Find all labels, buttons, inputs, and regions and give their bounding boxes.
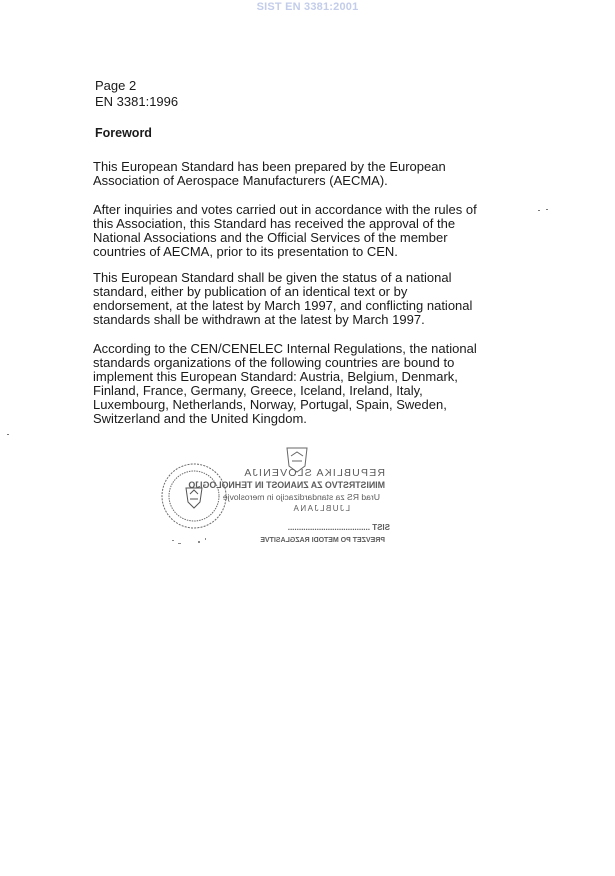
text-line: endorsement, at the latest by March 1997, and conflicting national (93, 298, 473, 313)
paragraph-national-status (93, 271, 533, 327)
paragraph-cen-regulations (93, 342, 533, 426)
text-line: Association of Aerospace Manufacturers (AECMA). (93, 173, 388, 188)
text-line: According to the CEN/CENELEC Internal Regulations, the national (93, 341, 477, 356)
stamp-line-2: MINISTRSTVO ZA ZNANOST IN TEHNOLOGIJO (188, 480, 385, 490)
stamp-line-5: SIST ..................................... (287, 523, 390, 532)
stamp-line-1: REPUBLIKA SLOVENIJA (243, 467, 385, 479)
text-line: this Association, this Standard has received the approval of the (93, 216, 456, 231)
document-watermark: SIST EN 3381:2001 (256, 1, 359, 13)
text-line: Finland, France, Germany, Greece, Iceland, Ireland, Italy, (93, 383, 423, 398)
page-header (95, 78, 178, 110)
scan-speck (546, 209, 548, 210)
text-line: This European Standard shall be given the status of a national (93, 270, 452, 285)
stamp-line-3: Urad RS za standardizacijo in meroslovje (222, 492, 380, 502)
scan-speck (538, 210, 540, 211)
scan-speck (7, 434, 9, 435)
text-line: After inquiries and votes carried out in accordance with the rules of (93, 202, 477, 217)
stamp-line-4: LJUBLJANA (292, 504, 350, 513)
text-line: standards organizations of the following countries are bound to (93, 355, 455, 370)
text-line: This European Standard has been prepared by the European (93, 159, 446, 174)
text-line: Switzerland and the United Kingdom. (93, 411, 307, 426)
page-number: Page 2 (95, 78, 137, 93)
paragraph-prepared-by (93, 160, 533, 188)
official-stamp (150, 444, 410, 554)
text-line: Luxembourg, Netherlands, Norway, Portugal, Spain, Sweden, (93, 397, 447, 412)
section-title: Foreword (95, 126, 152, 140)
text-line: implement this European Standard: Austria, Belgium, Denmark, (93, 369, 458, 384)
standard-number: EN 3381:1996 (95, 94, 179, 109)
stamp-line-6: PREVZET PO METODI RAZGLASITVE (260, 537, 385, 544)
text-line: standards shall be withdrawn at the latest by March 1997. (93, 312, 425, 327)
text-line: countries of AECMA, prior to its presentation to CEN. (93, 244, 398, 259)
stamp-graphic (150, 444, 410, 554)
text-line: standard, either by publication of an identical text or by (93, 284, 408, 299)
text-line: National Associations and the Official Services of the member (93, 230, 448, 245)
paragraph-approval (93, 203, 533, 259)
